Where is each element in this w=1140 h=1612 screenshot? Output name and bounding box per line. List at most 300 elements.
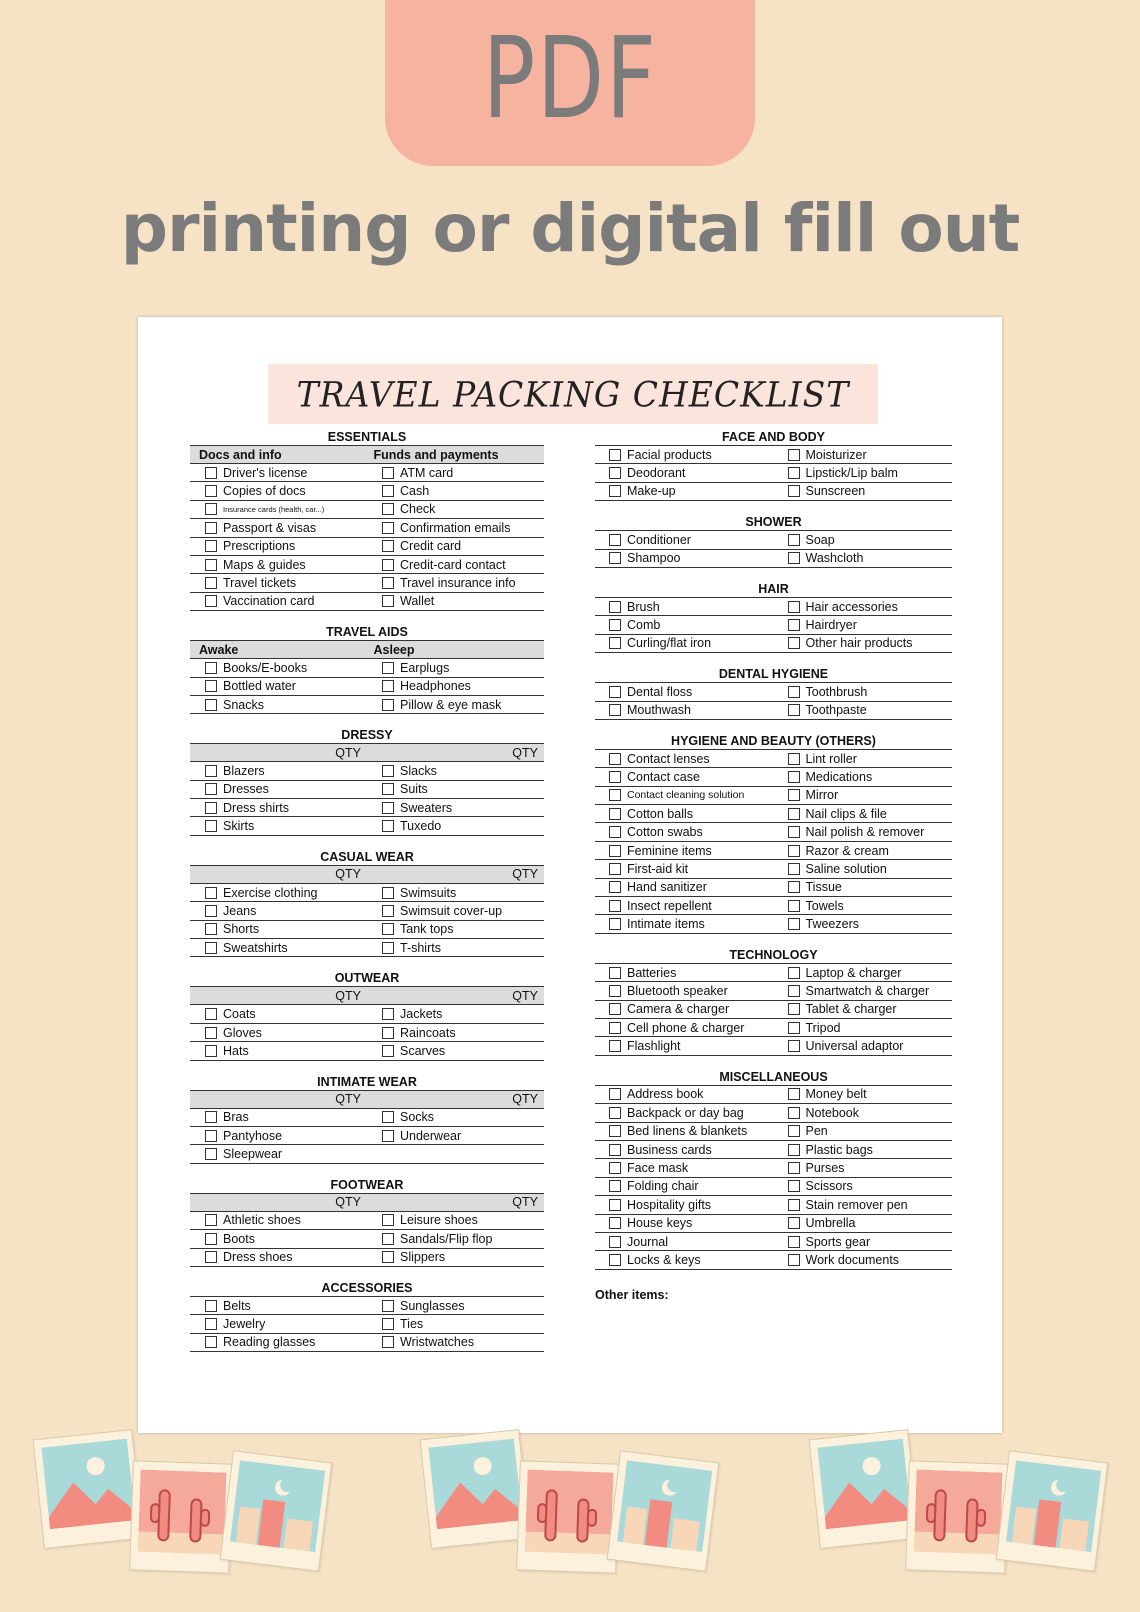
checklist-row bbox=[190, 799, 544, 817]
checklist-item[interactable] bbox=[595, 1124, 774, 1138]
checklist-row bbox=[595, 768, 952, 786]
checkbox[interactable] bbox=[788, 771, 800, 783]
checklist-item[interactable] bbox=[367, 1335, 544, 1349]
checkbox[interactable] bbox=[609, 826, 621, 838]
item-label: Credit card bbox=[400, 539, 462, 554]
checklist-item[interactable] bbox=[367, 1044, 544, 1058]
checkbox[interactable] bbox=[205, 485, 217, 497]
checkbox[interactable] bbox=[788, 1162, 800, 1174]
checklist-item[interactable] bbox=[595, 966, 774, 980]
checklist-item[interactable] bbox=[774, 1039, 953, 1053]
checklist-item[interactable] bbox=[595, 880, 774, 894]
checklist-item[interactable] bbox=[367, 539, 544, 553]
checklist-item[interactable] bbox=[595, 1002, 774, 1016]
checklist-row bbox=[190, 1334, 544, 1352]
checkbox[interactable] bbox=[205, 595, 217, 607]
checklist-item[interactable] bbox=[595, 533, 774, 547]
checklist-item[interactable] bbox=[190, 1044, 367, 1058]
checklist-item[interactable] bbox=[595, 1198, 774, 1212]
checkbox[interactable] bbox=[609, 552, 621, 564]
checkbox[interactable] bbox=[788, 467, 800, 479]
checkbox[interactable] bbox=[788, 601, 800, 613]
checklist-item[interactable] bbox=[774, 1253, 953, 1267]
checkbox[interactable] bbox=[609, 1180, 621, 1192]
checklist-row bbox=[190, 884, 544, 902]
checkbox[interactable] bbox=[382, 1336, 394, 1348]
checklist-item[interactable] bbox=[367, 521, 544, 535]
checkbox[interactable] bbox=[788, 485, 800, 497]
checklist-item[interactable] bbox=[774, 1124, 953, 1138]
checklist-item[interactable] bbox=[595, 807, 774, 821]
checklist-item[interactable] bbox=[367, 1250, 544, 1264]
checkbox[interactable] bbox=[788, 967, 800, 979]
checkbox[interactable] bbox=[609, 789, 621, 801]
checklist-item[interactable] bbox=[595, 1087, 774, 1101]
checkbox[interactable] bbox=[609, 601, 621, 613]
checklist-item[interactable] bbox=[367, 502, 544, 516]
checkbox[interactable] bbox=[788, 619, 800, 631]
checkbox[interactable] bbox=[382, 765, 394, 777]
checkbox[interactable] bbox=[382, 595, 394, 607]
checklist-row bbox=[595, 1233, 952, 1251]
item-label: Socks bbox=[400, 1110, 435, 1125]
item-label: Blazers bbox=[223, 763, 265, 778]
checkbox[interactable] bbox=[205, 942, 217, 954]
item-label: Nail polish & remover bbox=[805, 825, 925, 840]
checklist-item[interactable] bbox=[367, 558, 544, 572]
checklist-item[interactable] bbox=[595, 1216, 774, 1230]
checkbox[interactable] bbox=[382, 1214, 394, 1226]
checkbox[interactable] bbox=[788, 552, 800, 564]
checklist-item[interactable] bbox=[774, 880, 953, 894]
checkbox[interactable] bbox=[788, 637, 800, 649]
checklist-item[interactable] bbox=[595, 984, 774, 998]
section-title: INTIMATE WEAR bbox=[190, 1074, 544, 1091]
checklist-item[interactable] bbox=[367, 782, 544, 796]
checkbox[interactable] bbox=[788, 881, 800, 893]
checkbox[interactable] bbox=[205, 540, 217, 552]
checkbox[interactable] bbox=[382, 802, 394, 814]
checklist-item[interactable] bbox=[774, 1235, 953, 1249]
checkbox[interactable] bbox=[609, 753, 621, 765]
checkbox[interactable] bbox=[382, 503, 394, 515]
checklist-item[interactable] bbox=[367, 1317, 544, 1331]
checkbox[interactable] bbox=[205, 1027, 217, 1039]
checkbox[interactable] bbox=[609, 467, 621, 479]
checklist-item[interactable] bbox=[595, 899, 774, 913]
checkbox[interactable] bbox=[609, 534, 621, 546]
checklist-item[interactable] bbox=[190, 1007, 367, 1021]
checkbox[interactable] bbox=[382, 680, 394, 692]
checklist-item[interactable] bbox=[774, 862, 953, 876]
item-label: First-aid kit bbox=[627, 861, 689, 876]
checklist-item[interactable] bbox=[190, 594, 367, 608]
checklist-item[interactable] bbox=[595, 1161, 774, 1175]
checkbox[interactable] bbox=[788, 863, 800, 875]
checklist-item[interactable] bbox=[190, 466, 367, 480]
checkbox[interactable] bbox=[609, 1040, 621, 1052]
checkbox[interactable] bbox=[609, 918, 621, 930]
checklist-item[interactable] bbox=[190, 576, 367, 590]
checklist-item[interactable] bbox=[774, 1087, 953, 1101]
checklist-row bbox=[190, 1024, 544, 1042]
item-label: Sunglasses bbox=[400, 1298, 465, 1313]
checklist-item[interactable] bbox=[190, 941, 367, 955]
checklist-item[interactable] bbox=[190, 1250, 367, 1264]
checklist-item[interactable] bbox=[190, 1147, 367, 1161]
checkbox[interactable] bbox=[609, 1088, 621, 1100]
checkbox[interactable] bbox=[205, 1111, 217, 1123]
checklist-item[interactable] bbox=[190, 801, 367, 815]
checklist-item[interactable] bbox=[367, 484, 544, 498]
checkbox[interactable] bbox=[609, 704, 621, 716]
polaroid-photo bbox=[905, 1460, 1009, 1573]
checklist-item[interactable] bbox=[774, 685, 953, 699]
checkbox[interactable] bbox=[788, 1125, 800, 1137]
checklist-item[interactable] bbox=[367, 764, 544, 778]
checklist-item[interactable] bbox=[190, 1026, 367, 1040]
checkbox[interactable] bbox=[609, 1199, 621, 1211]
checkbox[interactable] bbox=[205, 662, 217, 674]
checklist-item[interactable] bbox=[367, 594, 544, 608]
checklist-item[interactable] bbox=[367, 1129, 544, 1143]
checkbox[interactable] bbox=[205, 923, 217, 935]
checklist-row bbox=[190, 501, 544, 519]
item-label: Passport & visas bbox=[223, 520, 317, 535]
checkbox[interactable] bbox=[205, 1045, 217, 1057]
checkbox[interactable] bbox=[205, 1318, 217, 1330]
checklist-item[interactable] bbox=[774, 1002, 953, 1016]
checklist-item[interactable] bbox=[190, 521, 367, 535]
checklist-item[interactable] bbox=[190, 886, 367, 900]
checkbox[interactable] bbox=[382, 1008, 394, 1020]
checklist-item[interactable] bbox=[774, 966, 953, 980]
checklist-item[interactable] bbox=[367, 698, 544, 712]
checklist-item[interactable] bbox=[190, 922, 367, 936]
checklist-item[interactable] bbox=[190, 539, 367, 553]
checkbox[interactable] bbox=[609, 1022, 621, 1034]
checklist-item[interactable] bbox=[595, 752, 774, 766]
checklist-item[interactable] bbox=[774, 448, 953, 462]
checkbox[interactable] bbox=[788, 1040, 800, 1052]
checklist-item[interactable] bbox=[190, 698, 367, 712]
checklist-item[interactable] bbox=[774, 899, 953, 913]
checklist-item[interactable] bbox=[774, 1198, 953, 1212]
checkbox[interactable] bbox=[382, 1130, 394, 1142]
checkbox[interactable] bbox=[788, 1022, 800, 1034]
checklist-row bbox=[595, 879, 952, 897]
checklist-item[interactable] bbox=[595, 448, 774, 462]
checkbox[interactable] bbox=[205, 820, 217, 832]
checkbox[interactable] bbox=[609, 1162, 621, 1174]
checklist-item[interactable] bbox=[190, 484, 367, 498]
checkbox[interactable] bbox=[788, 1254, 800, 1266]
checkbox[interactable] bbox=[788, 845, 800, 857]
checkbox[interactable] bbox=[788, 704, 800, 716]
item-label: Sandals/Flip flop bbox=[400, 1231, 493, 1246]
checkbox[interactable] bbox=[609, 686, 621, 698]
checklist-item[interactable] bbox=[367, 679, 544, 693]
checkbox[interactable] bbox=[205, 1148, 217, 1160]
checklist-item[interactable] bbox=[190, 1299, 367, 1313]
section-essentials bbox=[190, 429, 544, 611]
checkbox[interactable] bbox=[382, 1251, 394, 1263]
checklist-item[interactable] bbox=[595, 466, 774, 480]
item-label: Curling/flat iron bbox=[627, 636, 712, 651]
checklist-item[interactable] bbox=[774, 466, 953, 480]
checkbox[interactable] bbox=[609, 637, 621, 649]
checklist-item[interactable] bbox=[595, 844, 774, 858]
checkbox[interactable] bbox=[788, 753, 800, 765]
checkbox[interactable] bbox=[205, 1300, 217, 1312]
checkbox[interactable] bbox=[609, 1254, 621, 1266]
checklist-item[interactable] bbox=[774, 1216, 953, 1230]
checklist-item[interactable] bbox=[595, 825, 774, 839]
checklist-item[interactable] bbox=[774, 1021, 953, 1035]
checkbox[interactable] bbox=[382, 1027, 394, 1039]
checklist-item[interactable] bbox=[367, 1213, 544, 1227]
checkbox[interactable] bbox=[382, 559, 394, 571]
checkbox[interactable] bbox=[382, 1111, 394, 1123]
checkbox[interactable] bbox=[382, 942, 394, 954]
checkbox[interactable] bbox=[609, 449, 621, 461]
checkbox[interactable] bbox=[788, 449, 800, 461]
checklist-item[interactable] bbox=[595, 551, 774, 565]
checkbox[interactable] bbox=[788, 1088, 800, 1100]
checklist-row bbox=[190, 593, 544, 611]
checklist-item[interactable] bbox=[595, 636, 774, 650]
checklist-item[interactable] bbox=[190, 1232, 367, 1246]
checklist-item[interactable] bbox=[367, 466, 544, 480]
checklist-item[interactable] bbox=[595, 862, 774, 876]
checkbox[interactable] bbox=[788, 900, 800, 912]
checklist-item[interactable] bbox=[595, 917, 774, 931]
checkbox[interactable] bbox=[788, 789, 800, 801]
checklist-item[interactable] bbox=[595, 703, 774, 717]
checklist-item[interactable] bbox=[367, 904, 544, 918]
checkbox[interactable] bbox=[205, 577, 217, 589]
checklist-item[interactable] bbox=[774, 844, 953, 858]
checkbox[interactable] bbox=[205, 783, 217, 795]
checkbox[interactable] bbox=[205, 1008, 217, 1020]
checkbox[interactable] bbox=[205, 905, 217, 917]
qty-header bbox=[190, 744, 544, 762]
checkbox[interactable] bbox=[788, 1003, 800, 1015]
checklist-item[interactable] bbox=[595, 789, 774, 801]
checklist-item[interactable] bbox=[595, 1021, 774, 1035]
checklist-item[interactable] bbox=[774, 1179, 953, 1193]
checkbox[interactable] bbox=[788, 808, 800, 820]
checkbox[interactable] bbox=[382, 577, 394, 589]
checklist-item[interactable] bbox=[190, 503, 367, 515]
checkbox[interactable] bbox=[205, 802, 217, 814]
checklist-item[interactable] bbox=[595, 1106, 774, 1120]
checkbox[interactable] bbox=[205, 467, 217, 479]
checklist-item[interactable] bbox=[595, 1253, 774, 1267]
checkbox[interactable] bbox=[788, 1144, 800, 1156]
checkbox[interactable] bbox=[382, 467, 394, 479]
checkbox[interactable] bbox=[382, 923, 394, 935]
section-title: DENTAL HYGIENE bbox=[595, 666, 952, 683]
checklist-item[interactable] bbox=[595, 770, 774, 784]
checklist-item[interactable] bbox=[190, 1335, 367, 1349]
item-label: Flashlight bbox=[627, 1039, 681, 1054]
checkbox[interactable] bbox=[609, 863, 621, 875]
checklist-item[interactable] bbox=[595, 1143, 774, 1157]
checkbox[interactable] bbox=[205, 1233, 217, 1245]
checkbox[interactable] bbox=[205, 1214, 217, 1226]
checkbox[interactable] bbox=[382, 522, 394, 534]
checklist-item[interactable] bbox=[774, 551, 953, 565]
checklist-item[interactable] bbox=[774, 752, 953, 766]
checkbox[interactable] bbox=[382, 1300, 394, 1312]
checklist-item[interactable] bbox=[367, 801, 544, 815]
checklist-item[interactable] bbox=[774, 703, 953, 717]
checkbox[interactable] bbox=[382, 662, 394, 674]
checklist-item[interactable] bbox=[595, 618, 774, 632]
checklist-item[interactable] bbox=[190, 661, 367, 675]
checkbox[interactable] bbox=[382, 540, 394, 552]
checkbox[interactable] bbox=[788, 918, 800, 930]
checkbox[interactable] bbox=[609, 967, 621, 979]
checklist-item[interactable] bbox=[774, 825, 953, 839]
checklist-item[interactable] bbox=[367, 1232, 544, 1246]
checklist-item[interactable] bbox=[774, 600, 953, 614]
item-label: Money belt bbox=[805, 1087, 867, 1102]
item-label: Scarves bbox=[400, 1043, 446, 1058]
item-label: Scissors bbox=[805, 1179, 853, 1194]
checkbox[interactable] bbox=[382, 485, 394, 497]
checkbox[interactable] bbox=[205, 559, 217, 571]
checklist-item[interactable] bbox=[367, 661, 544, 675]
checkbox[interactable] bbox=[609, 1003, 621, 1015]
checklist-item[interactable] bbox=[190, 819, 367, 833]
checklist-item[interactable] bbox=[367, 819, 544, 833]
checklist-item[interactable] bbox=[774, 533, 953, 547]
checklist-item[interactable] bbox=[774, 636, 953, 650]
checkbox[interactable] bbox=[609, 1125, 621, 1137]
checkbox[interactable] bbox=[382, 699, 394, 711]
checklist-item[interactable] bbox=[595, 484, 774, 498]
checkbox[interactable] bbox=[788, 985, 800, 997]
checklist-item[interactable] bbox=[774, 484, 953, 498]
checklist-item[interactable] bbox=[367, 576, 544, 590]
checkbox[interactable] bbox=[788, 1217, 800, 1229]
checkbox[interactable] bbox=[609, 619, 621, 631]
checkbox[interactable] bbox=[788, 1199, 800, 1211]
checklist-item[interactable] bbox=[367, 1026, 544, 1040]
photo-illustration bbox=[617, 1460, 712, 1552]
checklist-item[interactable] bbox=[190, 679, 367, 693]
qty-label-right: QTY bbox=[512, 988, 538, 1003]
checkbox[interactable] bbox=[609, 1217, 621, 1229]
checkbox[interactable] bbox=[382, 783, 394, 795]
checkbox[interactable] bbox=[382, 1233, 394, 1245]
checklist-item[interactable] bbox=[190, 782, 367, 796]
checklist-item[interactable] bbox=[774, 984, 953, 998]
item-label: Contact lenses bbox=[627, 751, 710, 766]
checkbox[interactable] bbox=[205, 1336, 217, 1348]
checklist-item[interactable] bbox=[367, 1299, 544, 1313]
checkbox[interactable] bbox=[609, 985, 621, 997]
checkbox[interactable] bbox=[609, 1107, 621, 1119]
checklist-item[interactable] bbox=[190, 1110, 367, 1124]
checkbox[interactable] bbox=[205, 1130, 217, 1142]
checkbox[interactable] bbox=[382, 905, 394, 917]
checkbox[interactable] bbox=[609, 845, 621, 857]
checklist-item[interactable] bbox=[367, 886, 544, 900]
checkbox[interactable] bbox=[205, 522, 217, 534]
checkbox[interactable] bbox=[609, 485, 621, 497]
checklist-item[interactable] bbox=[774, 917, 953, 931]
checklist-item[interactable] bbox=[774, 618, 953, 632]
checkbox[interactable] bbox=[788, 1236, 800, 1248]
checklist-item[interactable] bbox=[190, 1129, 367, 1143]
checkbox[interactable] bbox=[609, 881, 621, 893]
checkbox[interactable] bbox=[382, 1045, 394, 1057]
checkbox[interactable] bbox=[609, 1236, 621, 1248]
checklist-item[interactable] bbox=[595, 1179, 774, 1193]
checklist-item[interactable] bbox=[774, 788, 953, 802]
subheader-right: Funds and payments bbox=[373, 447, 499, 462]
checkbox[interactable] bbox=[382, 820, 394, 832]
checklist-item[interactable] bbox=[190, 1317, 367, 1331]
checkbox[interactable] bbox=[609, 1144, 621, 1156]
checklist-item[interactable] bbox=[595, 1039, 774, 1053]
checkbox[interactable] bbox=[609, 771, 621, 783]
checkbox[interactable] bbox=[788, 1107, 800, 1119]
checklist-item[interactable] bbox=[367, 941, 544, 955]
checkbox[interactable] bbox=[205, 1251, 217, 1263]
checkbox[interactable] bbox=[788, 1180, 800, 1192]
checklist-row bbox=[595, 483, 952, 501]
checkbox[interactable] bbox=[609, 808, 621, 820]
item-label: Tweezers bbox=[805, 917, 859, 932]
item-label: Prescriptions bbox=[223, 539, 296, 554]
checklist-item[interactable] bbox=[595, 600, 774, 614]
checklist-item[interactable] bbox=[595, 685, 774, 699]
checklist-item[interactable] bbox=[774, 807, 953, 821]
item-label: Jewelry bbox=[223, 1317, 266, 1332]
checklist-item[interactable] bbox=[774, 1106, 953, 1120]
checkbox[interactable] bbox=[205, 765, 217, 777]
checklist-item[interactable] bbox=[367, 1007, 544, 1021]
checklist-item[interactable] bbox=[190, 764, 367, 778]
checkbox[interactable] bbox=[788, 826, 800, 838]
checklist-item[interactable] bbox=[774, 770, 953, 784]
checklist-item[interactable] bbox=[190, 1213, 367, 1227]
checklist-row bbox=[190, 659, 544, 677]
checkbox[interactable] bbox=[788, 534, 800, 546]
checkbox[interactable] bbox=[382, 1318, 394, 1330]
checkbox[interactable] bbox=[382, 887, 394, 899]
checkbox[interactable] bbox=[205, 699, 217, 711]
item-label: Toothpaste bbox=[805, 703, 867, 718]
checkbox[interactable] bbox=[609, 900, 621, 912]
checkbox[interactable] bbox=[788, 686, 800, 698]
checkbox[interactable] bbox=[205, 887, 217, 899]
checklist-item[interactable] bbox=[367, 922, 544, 936]
checklist-item[interactable] bbox=[774, 1161, 953, 1175]
checklist-item[interactable] bbox=[190, 558, 367, 572]
checkbox[interactable] bbox=[205, 680, 217, 692]
item-label: Sports gear bbox=[805, 1234, 871, 1249]
checklist-item[interactable] bbox=[367, 1110, 544, 1124]
checklist-item[interactable] bbox=[774, 1143, 953, 1157]
checkbox[interactable] bbox=[205, 503, 217, 515]
checklist-item[interactable] bbox=[190, 904, 367, 918]
checklist-item[interactable] bbox=[595, 1235, 774, 1249]
